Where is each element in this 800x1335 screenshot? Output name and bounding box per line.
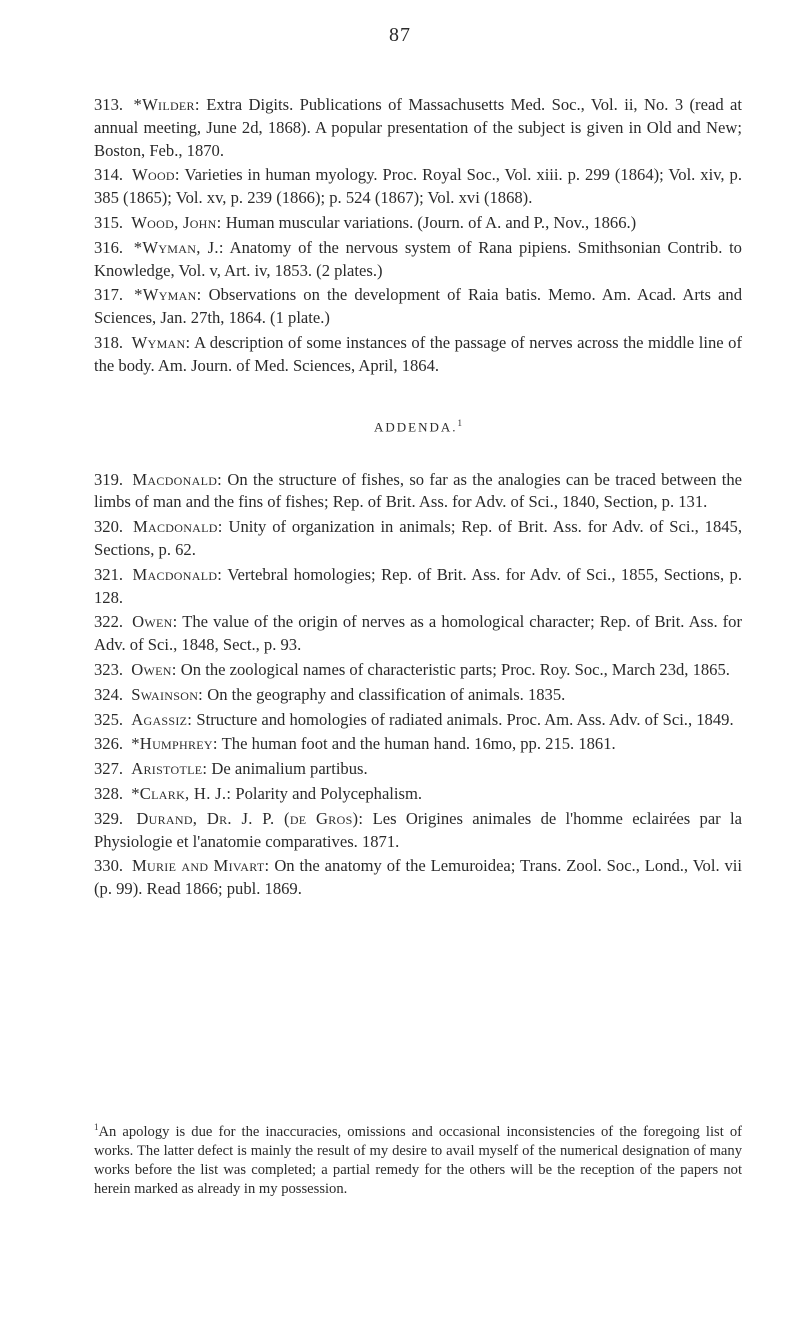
- reference-author: Macdonald:: [132, 469, 223, 489]
- reference-number: 318.: [94, 332, 124, 352]
- reference-entry: [94, 332, 742, 378]
- reference-number: 323.: [94, 660, 124, 680]
- reference-text: Anatomy of the nervous system of Rana pipiens. Smithsonian Contrib. to Knowledge, Vol. v, Art. iv, 1853. (2 plates.): [94, 237, 742, 280]
- reference-entry: [94, 758, 742, 781]
- reference-author: *Wilder:: [133, 95, 200, 114]
- reference-entry: [94, 94, 742, 162]
- footnote-marker: 1: [94, 1122, 99, 1132]
- footnote-text: An apology is due for the inaccuracies, omissions and occasional inconsistencies of the foregoing list of works. The latter defect is mainly the result of my desire to avail myself of the numerical designation of many works before the list was completed; a partial remedy for the others will be the reception of the papers not herein marked as already in my possession.: [94, 1123, 742, 1197]
- reference-number: 320.: [94, 517, 124, 537]
- reference-entry: [94, 659, 742, 682]
- reference-entry: [94, 733, 742, 756]
- reference-text: Structure and homologies of radiated animals. Proc. Am. Ass. Adv. of Sci., 1849.: [196, 709, 734, 729]
- references-before-addenda: [94, 94, 742, 378]
- reference-text: On the geography and classification of animals. 1835.: [207, 684, 566, 704]
- reference-author: *Wyman, J.:: [133, 237, 224, 257]
- reference-author: *Wyman:: [134, 285, 202, 305]
- reference-number: 329.: [94, 808, 124, 828]
- reference-text: The value of the origin of nerves as a homological character; Rep. of Brit. Ass. for Adv. of Sci., 1848, Sect., p. 93.: [94, 612, 742, 655]
- reference-number: 325.: [94, 709, 124, 729]
- reference-author: Owen:: [131, 660, 177, 680]
- reference-text: Extra Digits. Publications of Massachusetts Med. Soc., Vol. ii, No. 3 (read at annual meeting, June 2d, 1868). A popular presentation of the subject is given in Old and New; Boston, Feb., 1870.: [94, 95, 742, 160]
- reference-text: On the anatomy of the Lemuroidea; Trans. Zool. Soc., Lond., Vol. vii (p. 99). Read 1866; publ. 1869.: [94, 856, 743, 899]
- reference-author: Wood, John:: [131, 212, 222, 232]
- reference-author: *Clark, H. J.:: [131, 784, 232, 804]
- reference-entry: [94, 284, 742, 330]
- footnote: [94, 1118, 742, 1199]
- reference-text: De animalium partibus.: [211, 759, 368, 779]
- reference-author: Murie and Mivart:: [131, 856, 270, 876]
- reference-number: 314.: [94, 165, 124, 185]
- reference-author: Macdonald:: [132, 517, 223, 537]
- reference-entry: [94, 684, 742, 707]
- reference-text: Polarity and Polycephalism.: [235, 784, 423, 804]
- reference-entry: [94, 611, 742, 657]
- page-number: 87: [389, 24, 411, 46]
- reference-entry: [94, 783, 742, 806]
- reference-number: 321.: [94, 564, 124, 584]
- reference-text: Varieties in human myology. Proc. Royal Soc., Vol. xiii. p. 299 (1864); Vol. xiv, p. 385 (1865); Vol. xv, p. 239 (1866); p. 524 (1867); Vol. xvi (1868).: [94, 165, 742, 208]
- reference-text: Observations on the development of Raia batis. Memo. Am. Acad. Arts and Sciences, Jan. 27th, 1864. (1 plate.): [94, 285, 743, 328]
- reference-author: Owen:: [132, 612, 178, 632]
- reference-number: 317.: [94, 285, 124, 305]
- reference-text: A description of some instances of the passage of nerves across the middle line of the body. Am. Journ. of Med. Sciences, April, 1864.: [94, 332, 743, 375]
- reference-author: Agassiz:: [131, 709, 193, 729]
- reference-number: 327.: [94, 759, 124, 779]
- reference-number: 330.: [94, 856, 124, 876]
- addenda-heading: [94, 412, 742, 439]
- reference-number: 315.: [94, 212, 124, 232]
- reference-entry: [94, 709, 742, 732]
- reference-author: Macdonald:: [132, 564, 223, 584]
- reference-author: Durand, Dr. J. P. (de Gros):: [136, 808, 364, 828]
- reference-entry: [94, 164, 742, 210]
- reference-list: [94, 94, 742, 903]
- reference-text: Human muscular variations. (Journ. of A. and P., Nov., 1866.): [225, 212, 637, 232]
- reference-text: On the structure of fishes, so far as the analogies can be traced between the limbs of man and the fins of fishes; Rep. of Brit. Ass. for Adv. of Sci., 1840, Section, p. 131.: [94, 469, 742, 512]
- reference-author: Swainson:: [131, 684, 204, 704]
- reference-entry: [94, 516, 742, 562]
- reference-number: 319.: [94, 469, 124, 489]
- reference-author: Aristotle:: [131, 759, 208, 779]
- reference-author: *Humphrey:: [131, 734, 218, 754]
- reference-entry: [94, 808, 742, 854]
- addenda-footnote-marker: 1: [457, 417, 463, 428]
- reference-text: Vertebral homologies; Rep. of Brit. Ass. for Adv. of Sci., 1855, Sections, p. 128.: [94, 564, 742, 607]
- reference-entry: [94, 237, 742, 283]
- reference-number: 328.: [94, 784, 124, 804]
- reference-number: 324.: [94, 684, 124, 704]
- reference-author: Wyman:: [131, 332, 191, 352]
- reference-entry: [94, 564, 742, 610]
- reference-number: 326.: [94, 734, 124, 754]
- reference-text: Unity of organization in animals; Rep. of Brit. Ass. for Adv. of Sci., 1845, Sections, p. 62.: [94, 517, 742, 560]
- addenda-heading-text: ADDENDA.: [373, 418, 458, 434]
- addenda-references: [94, 469, 742, 901]
- reference-number: 313.: [94, 95, 124, 114]
- reference-text: Les Origines animales de l'homme eclairées par la Physiologie et l'anatomie comparatives. 1871.: [94, 808, 742, 851]
- reference-author: Wood:: [132, 165, 180, 185]
- reference-number: 322.: [94, 612, 124, 632]
- reference-text: The human foot and the human hand. 16mo, pp. 215. 1861.: [221, 734, 616, 754]
- reference-number: 316.: [94, 237, 124, 257]
- reference-entry: [94, 469, 742, 515]
- reference-entry: [94, 855, 742, 901]
- reference-text: On the zoological names of characteristic parts; Proc. Roy. Soc., March 23d, 1865.: [180, 660, 730, 680]
- reference-entry: [94, 212, 742, 235]
